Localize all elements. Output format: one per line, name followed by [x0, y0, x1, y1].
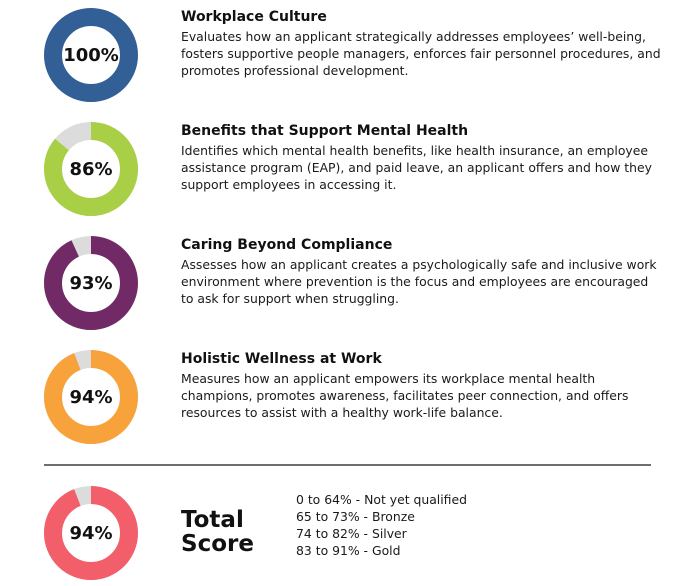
- section-workplace-culture: [0, 8, 690, 108]
- section-description: Evaluates how an applicant strategically addresses employees’ well-being, fosters supportive people managers, enforces fair personnel procedures, and promotes professional development.: [181, 29, 661, 78]
- legend-item: 74 to 82% - Silver: [296, 526, 407, 541]
- donut-chart: [44, 122, 138, 216]
- section-title: Workplace Culture: [181, 9, 327, 25]
- section-caring-beyond-compliance: [0, 236, 690, 336]
- section-description: Assesses how an applicant creates a psychologically safe and inclusive work environment where prevention is the focus and employees are encouraged to ask for support when struggling.: [181, 257, 657, 306]
- percent-label: 100%: [63, 44, 119, 66]
- donut-chart: [44, 350, 138, 444]
- section-title: Holistic Wellness at Work: [181, 351, 382, 367]
- section-title: Benefits that Support Mental Health: [181, 123, 469, 139]
- percent-label: 94%: [69, 522, 113, 544]
- percent-label: 94%: [69, 386, 113, 408]
- section-holistic-wellness: [0, 350, 690, 450]
- section-title: Caring Beyond Compliance: [181, 237, 393, 253]
- percent-label: 93%: [69, 272, 113, 294]
- score-legend: [296, 491, 467, 559]
- divider: [44, 464, 651, 466]
- donut-chart-total: [44, 486, 138, 580]
- legend-item: 0 to 64% - Not yet qualified: [296, 492, 467, 507]
- section-description: Measures how an applicant empowers its workplace mental health champions, promotes awareness, facilitates peer connection, and offers resources to assist with a healthy work-life balance.: [181, 371, 629, 420]
- section-benefits-mental-health: [0, 122, 690, 222]
- donut-chart: [44, 236, 138, 330]
- section-description: Identifies which mental health benefits, like health insurance, an employee assistance program (EAP), and paid leave, an applicant offers and how they support employees in accessing it.: [181, 143, 652, 192]
- legend-item: 65 to 73% - Bronze: [296, 509, 415, 524]
- total-score-label: Total Score: [181, 507, 254, 557]
- donut-chart: [44, 8, 138, 102]
- percent-label: 86%: [69, 158, 113, 180]
- legend-item: 83 to 91% - Gold: [296, 543, 401, 558]
